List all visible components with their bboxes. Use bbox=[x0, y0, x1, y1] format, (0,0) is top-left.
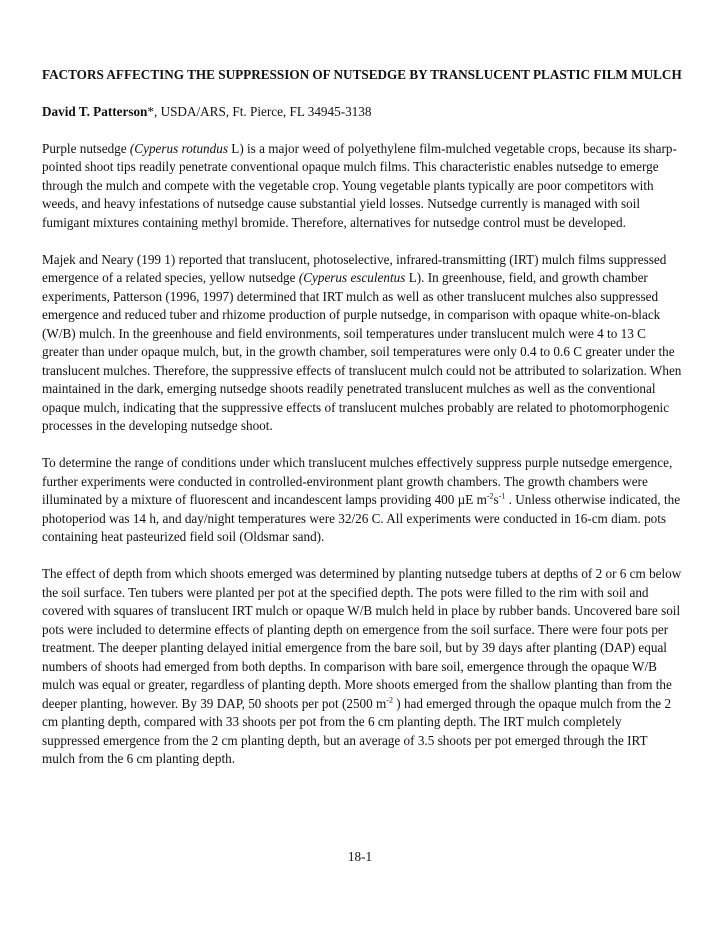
p4-text-b: ) had emerged through the opaque mulch from the 2 cm planting depth, compared with 33 shoots per pot from the 6 cm planting depth. The IRT mulch completely suppressed emergence from the 2 cm planting depth, but an average of 3.5 shoots per pot emerged through the IRT mulch from the 6 cm planting depth. bbox=[42, 695, 672, 766]
document-body bbox=[42, 66, 682, 769]
page-number: 18-1 bbox=[347, 849, 373, 864]
p3-sup-1: -2 bbox=[486, 491, 494, 501]
p4-text-a: The effect of depth from which shoots emerged was determined by planting nutsedge tubers at depths of 2 or 6 cm below the soil surface. Ten tubers were planted per pot at the specified depth. The pots were filled to the rim with soil and covered with squares of translucent IRT mulch or opaque W/B mulch held in place by rubber bands. Uncovered bare soil pots were included to determine effects of planting depth on emergence from the soil surface. There were four pots per treatment. The deeper planting delayed initial emergence from the bare soil, but by 39 days after planting (DAP) equal numbers of shoots had emerged from both depths. In comparison with bare soil, emergence through the opaque W/B mulch was equal or greater, regardless of planting depth. More shoots emerged from the shallow planting than from the deeper planting, however. By 39 DAP, 50 shoots per pot (2500 m bbox=[42, 566, 682, 711]
paragraph-4 bbox=[42, 565, 682, 769]
author-name: David T. Patterson bbox=[42, 103, 148, 119]
p2-species: (Cyperus esculentus bbox=[298, 270, 406, 285]
paper-title: FACTORS AFFECTING THE SUPPRESSION OF NUTSEDGE BY TRANSLUCENT PLASTIC FILM MULCH bbox=[42, 67, 682, 82]
p2-text-b: L). In greenhouse, field, and growth chamber experiments, Patterson (1996, 1997) determined that IRT mulch as well as other translucent mulches also suppressed emergence and reduced tuber and rhizome production of purple nutsedge, in comparison with opaque white-on-black (W/B) mulch. In the greenhouse and field environments, soil temperatures under translucent mulch were 4 to 13 C greater than under opaque mulch, but, in the growth chamber, soil temperatures were only 0.4 to 0.6 C greater under the translucent mulches. Therefore, the suppressive effects of translucent mulch could not be attributed to solarization. When maintained in the dark, emerging nutsedge shoots readily penetrated translucent mulches as well as the conventional opaque mulch, indicating that the suppressive effects of translucent mulches probably are related to photomorphogenic processes in the developing nutsedge shoot. bbox=[42, 270, 682, 433]
p3-text-b: . Unless otherwise indicated, the photoperiod was 14 h, and day/night temperatures were 32/26 C. All experiments were conducted in 16-cm diam. pots containing heat pasteurized field soil (Oldsmar sand). bbox=[42, 492, 681, 544]
author-affiliation: *, USDA/ARS, Ft. Pierce, FL 34945-3138 bbox=[147, 103, 372, 119]
paragraph-1 bbox=[42, 140, 682, 233]
author-line bbox=[42, 103, 682, 122]
paragraph-2 bbox=[42, 251, 682, 436]
paragraph-3 bbox=[42, 454, 682, 547]
p4-sup: -2 bbox=[386, 695, 393, 705]
p1-species: (Cyperus rotundus bbox=[129, 140, 228, 156]
p3-text-a: To determine the range of conditions under which translucent mulches effectively suppress purple nutsedge emergence, further experiments were conducted in controlled-environment plant growth chambers. The growth chambers were illuminated by a mixture of fluorescent and incandescent lamps providing 400 µE m bbox=[42, 455, 673, 507]
p2-text-a: Majek and Neary (199 1) reported that translucent, photoselective, infrared-transmitting (IRT) mulch films suppressed emergence of a related species, yellow nutsedge bbox=[42, 251, 667, 285]
p1-text-a: Purple nutsedge bbox=[42, 140, 130, 156]
p3-text-mid: s bbox=[493, 492, 499, 507]
p1-text-b: L) is a major weed of polyethylene film-mulched vegetable crops, because its sharp-pointed shoot tips readily penetrate conventional opaque mulch films. This characteristic enables nutsedge to emerge through the mulch and compete with the vegetable crop. Young vegetable plants typically are poor competitors with weeds, and heavy infestations of nutsedge cause substantial yield losses. Nutsedge currently is managed with soil fumigant mixtures containing methyl bromide. Therefore, alternatives for nutsedge control must be developed. bbox=[42, 140, 677, 230]
p3-sup-2: -1 bbox=[498, 491, 506, 501]
